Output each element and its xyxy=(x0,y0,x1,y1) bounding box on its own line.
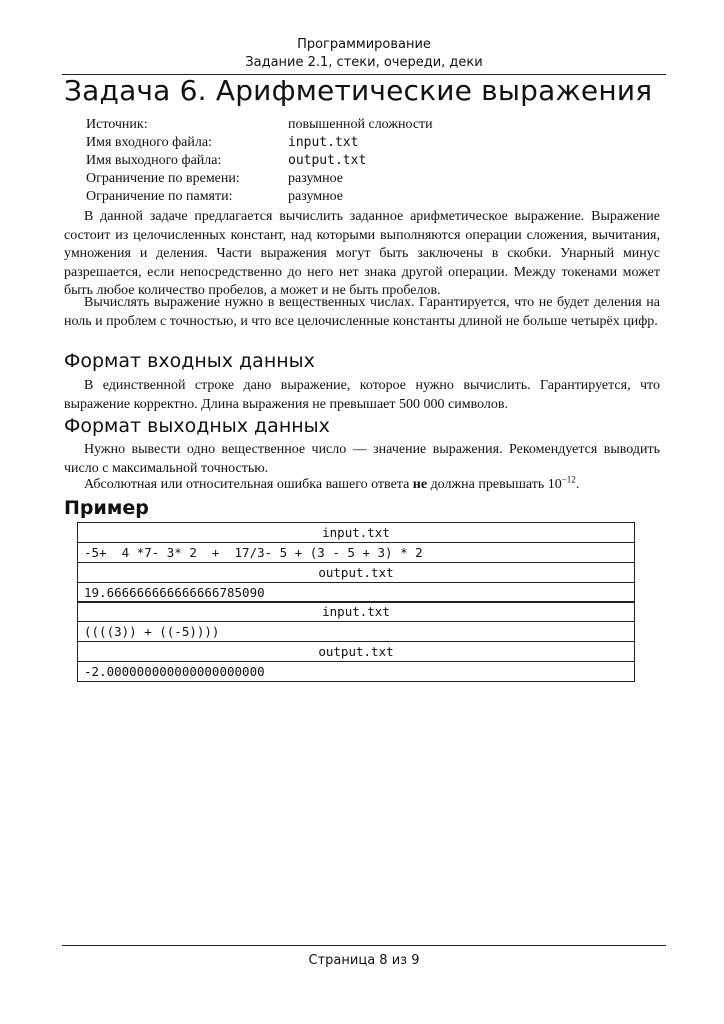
examples-heading: Пример xyxy=(64,497,149,519)
info-label: Имя входного файла: xyxy=(86,135,212,150)
example-input-label: input.txt xyxy=(78,602,634,622)
example-output-value: 19.666666666666666785090 xyxy=(84,585,265,600)
input-format-heading: Формат входных данных xyxy=(64,350,315,372)
info-label: Ограничение по памяти: xyxy=(86,189,233,204)
example-table-1 xyxy=(77,522,635,603)
example-output-value: -2.000000000000000000000 xyxy=(84,664,265,679)
info-label: Имя выходного файла: xyxy=(86,153,222,168)
info-row-time-limit xyxy=(86,170,433,188)
problem-title: Задача 6. Арифметические выражения xyxy=(64,74,653,107)
info-value: повышенной сложности xyxy=(288,117,433,132)
info-value: input.txt xyxy=(288,135,359,150)
error-end: . xyxy=(575,477,580,492)
error-mid: должна превышать 10 xyxy=(427,477,562,492)
course-name: Программирование xyxy=(297,37,431,52)
statement-paragraph-2: Вычислять выражение нужно в вещественных числах. Гарантируется, что не будет деления на ноль и проблем с точностью, и что все целочисленные константы длиной не больше четырёх цифр. xyxy=(64,295,660,329)
info-row-memory-limit xyxy=(86,188,433,206)
info-value: разумное xyxy=(288,189,344,204)
info-row-input-file xyxy=(86,134,433,152)
output-format-text: Нужно вывести одно вещественное число — значение выражения. Рекомендуется выводить число с максимальной точностью. xyxy=(64,442,660,476)
problem-info xyxy=(86,116,433,206)
example-output-label: output.txt xyxy=(78,563,634,583)
example-output-label: output.txt xyxy=(78,642,634,662)
example-input-label: input.txt xyxy=(78,523,634,543)
footer-divider xyxy=(62,945,666,946)
error-exponent: −12 xyxy=(561,474,576,485)
info-value: разумное xyxy=(288,171,344,186)
output-format-heading: Формат выходных данных xyxy=(64,415,330,437)
page-number: Страница 8 из 9 xyxy=(308,953,420,968)
example-input-value: -5+ 4 *7- 3* 2 + 17/3- 5 + (3 - 5 + 3) * 2 xyxy=(78,543,634,563)
info-row-output-file xyxy=(86,152,433,170)
input-format-text: В единственной строке дано выражение, которое нужно вычислить. Гарантируется, что выражение корректно. Длина выражения не превышает 500 000 символов. xyxy=(64,378,660,412)
statement-paragraph-1: В данной задаче предлагается вычислить заданное арифметическое выражение. Выражение состоит из целочисленных констант, над которыми выполняются операции сложения, вычитания, умножения и деления. Части выражения могут быть заключены в скобки. Унарный минус разрешается, если непосредственно до него нет знака другой операции. Между токенами может быть любое количество пробелов, а может и не быть пробелов. xyxy=(64,209,660,299)
error-prefix: Абсолютная или относительная ошибка вашего ответа xyxy=(84,477,413,492)
info-label: Ограничение по времени: xyxy=(86,171,240,186)
page-header xyxy=(62,36,666,72)
info-value: output.txt xyxy=(288,153,367,168)
error-requirement xyxy=(64,476,660,495)
info-label: Источник: xyxy=(86,117,148,132)
error-bold: не xyxy=(412,477,428,492)
info-row-source xyxy=(86,116,433,134)
assignment-name: Задание 2.1, стеки, очереди, деки xyxy=(245,55,483,70)
example-table-2 xyxy=(77,601,635,682)
example-input-value: ((((3)) + ((-5)))) xyxy=(78,622,634,642)
